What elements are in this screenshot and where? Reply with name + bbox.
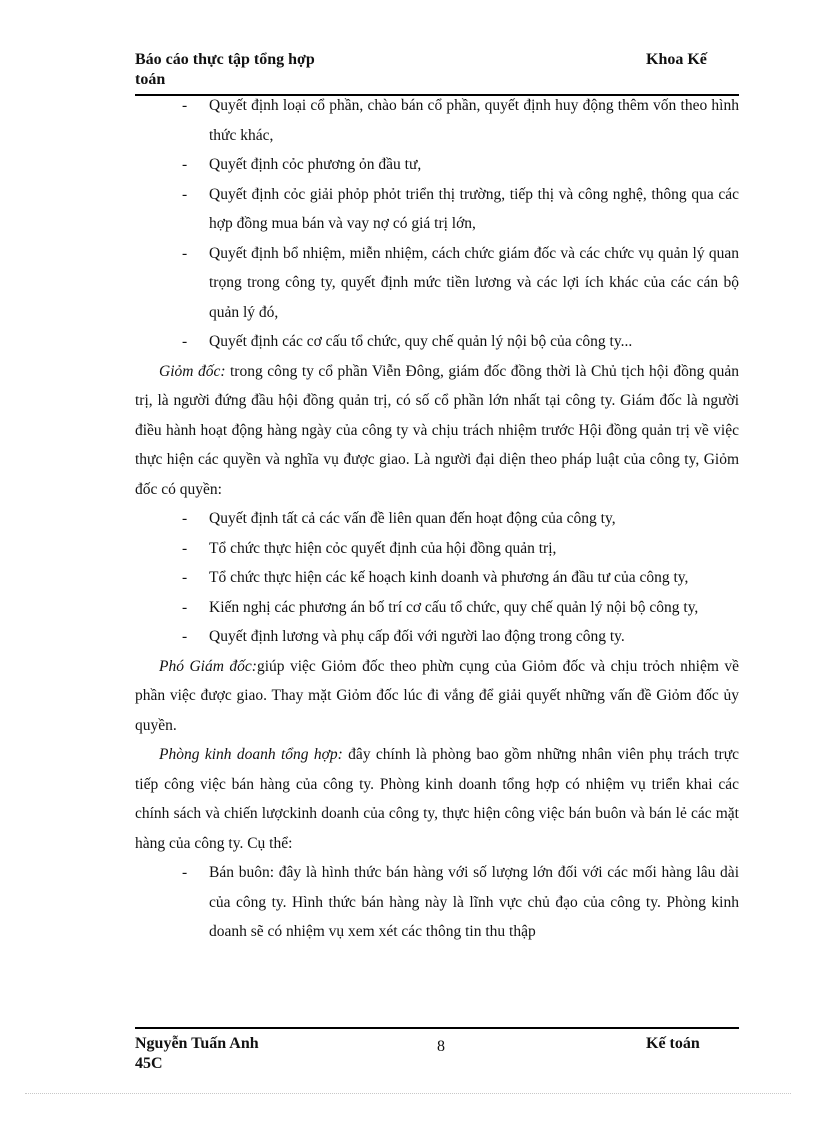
- list-item: [135, 534, 739, 564]
- list-item: [135, 858, 739, 947]
- page-footer: [135, 1034, 739, 1080]
- footer-divider: [135, 1027, 739, 1029]
- paragraph-label: Phó Giám đốc:: [159, 657, 257, 675]
- bullet-dash: -: [182, 628, 188, 645]
- bullet-dash: -: [182, 569, 188, 586]
- footer-author: [135, 1034, 259, 1074]
- list-item-text: Quyết định loại cổ phần, chào bán cổ phần, quyết định huy động thêm vốn theo hình thức khác,: [209, 97, 739, 144]
- list-item: [135, 504, 739, 534]
- paragraph-text: đây chính là phòng bao gồm những nhân viên phụ trách trực tiếp công việc bán hàng của công ty. Phòng kinh doanh tổng hợp có nhiệm vụ triển khai các chính sách và chiến lượckinh doanh của công ty, thực hiện công việc bán buôn và bán lẻ các mặt hàng của công ty. Cụ thể:: [135, 746, 739, 852]
- paragraph-phong-kinh-doanh: [135, 740, 739, 858]
- footer-author-class: 45C: [135, 1055, 163, 1072]
- bullet-dash: -: [182, 156, 188, 173]
- paragraph-label: Phòng kinh doanh tổng hợp:: [159, 746, 343, 763]
- list-item: [135, 563, 739, 593]
- list-item: [135, 593, 739, 623]
- footer-department: Kế toán: [646, 1035, 700, 1052]
- list-item-text: Bán buôn: đây là hình thức bán hàng với số lượng lớn đối với các mối hàng lâu dài của công ty. Hình thức bán hàng này là lĩnh vực chủ đạo của công ty. Phòng kinh doanh sẽ có nhiệm vụ xem xét các thông tin thu thập: [209, 864, 739, 940]
- header-report-title: [135, 50, 315, 90]
- list-item-text: Tổ chức thực hiện các kế hoạch kinh doanh và phương án đầu tư của công ty,: [209, 569, 689, 586]
- header-title-line2: toán: [135, 71, 166, 88]
- paragraph-giam-doc: [135, 357, 739, 505]
- list-item: [135, 622, 739, 652]
- list-item-text: Kiến nghị các phương án bố trí cơ cấu tổ chức, quy chế quản lý nội bộ công ty,: [209, 598, 699, 616]
- page-edge-line: [25, 1093, 791, 1094]
- list-item-text: Quyết định tất cả các vấn đề liên quan đến hoạt động của công ty,: [209, 510, 616, 527]
- bullet-dash: -: [182, 510, 188, 527]
- header-title-line1: Báo cáo thực tập tổng hợp: [135, 51, 315, 68]
- list-item: [135, 327, 739, 357]
- bullet-dash: -: [182, 539, 188, 557]
- paragraph-text: trong công ty cổ phần Viễn Đông, giám đốc đồng thời là Chủ tịch hội đồng quản trị, là người đứng đầu hội đồng quản trị, có số cổ phần lớn nhất tại công ty. Giám đốc là người điều hành hoạt động hàng ngày của công ty và chịu trách nhiệm trước Hội đồng quản trị về việc thực hiện các quyền và nghĩa vụ được giao. Là người đại diện theo pháp luật của công ty, Giỏm đốc có quyền:: [135, 362, 739, 498]
- header-faculty: Khoa Kế: [646, 51, 707, 68]
- page-number: 8: [437, 1038, 445, 1055]
- list-item: [135, 150, 739, 180]
- bullet-dash: -: [182, 864, 188, 881]
- bullet-dash: -: [182, 333, 188, 350]
- list-item-text: Quyết định các cơ cấu tổ chức, quy chế quản lý nội bộ của công ty...: [209, 333, 633, 350]
- paragraph-pho-giam-doc: [135, 652, 739, 741]
- list-item-text: Quyết định cỏc phương ỏn đầu tư,: [209, 156, 422, 173]
- list-item-text: Tổ chức thực hiện cỏc quyết định của hội đồng quản trị,: [209, 539, 557, 557]
- list-item-text: Quyết định cỏc giải phỏp phỏt triển thị trường, tiếp thị và công nghệ, thông qua các hợp đồng mua bán và vay nợ có giá trị lớn,: [209, 185, 739, 232]
- list-item: [135, 180, 739, 239]
- bullet-dash: -: [182, 244, 188, 262]
- list-item-text: Quyết định lương và phụ cấp đối với người lao động trong công ty.: [209, 628, 625, 645]
- footer-author-name: Nguyễn Tuấn Anh: [135, 1035, 259, 1052]
- bullet-dash: -: [182, 97, 188, 114]
- page-header: [135, 50, 739, 96]
- paragraph-label: Giỏm đốc:: [159, 362, 226, 380]
- list-item: [135, 239, 739, 328]
- list-item-text: Quyết định bổ nhiệm, miễn nhiệm, cách chức giám đốc và các chức vụ quản lý quan trọng trong công ty, quyết định mức tiền lương và các lợi ích khác của các cán bộ quản lý đó,: [209, 244, 739, 321]
- list-item: [135, 91, 739, 150]
- document-body: [135, 91, 739, 947]
- bullet-dash: -: [182, 185, 188, 203]
- bullet-dash: -: [182, 598, 188, 616]
- paragraph-text: giúp việc Giỏm đốc theo phừn cụng của Giỏm đốc và chịu trỏch nhiệm về phần việc được giao. Thay mặt Giỏm đốc lúc đi vắng để giải quyết những vấn đề Giỏm đốc ủy quyền.: [135, 657, 740, 734]
